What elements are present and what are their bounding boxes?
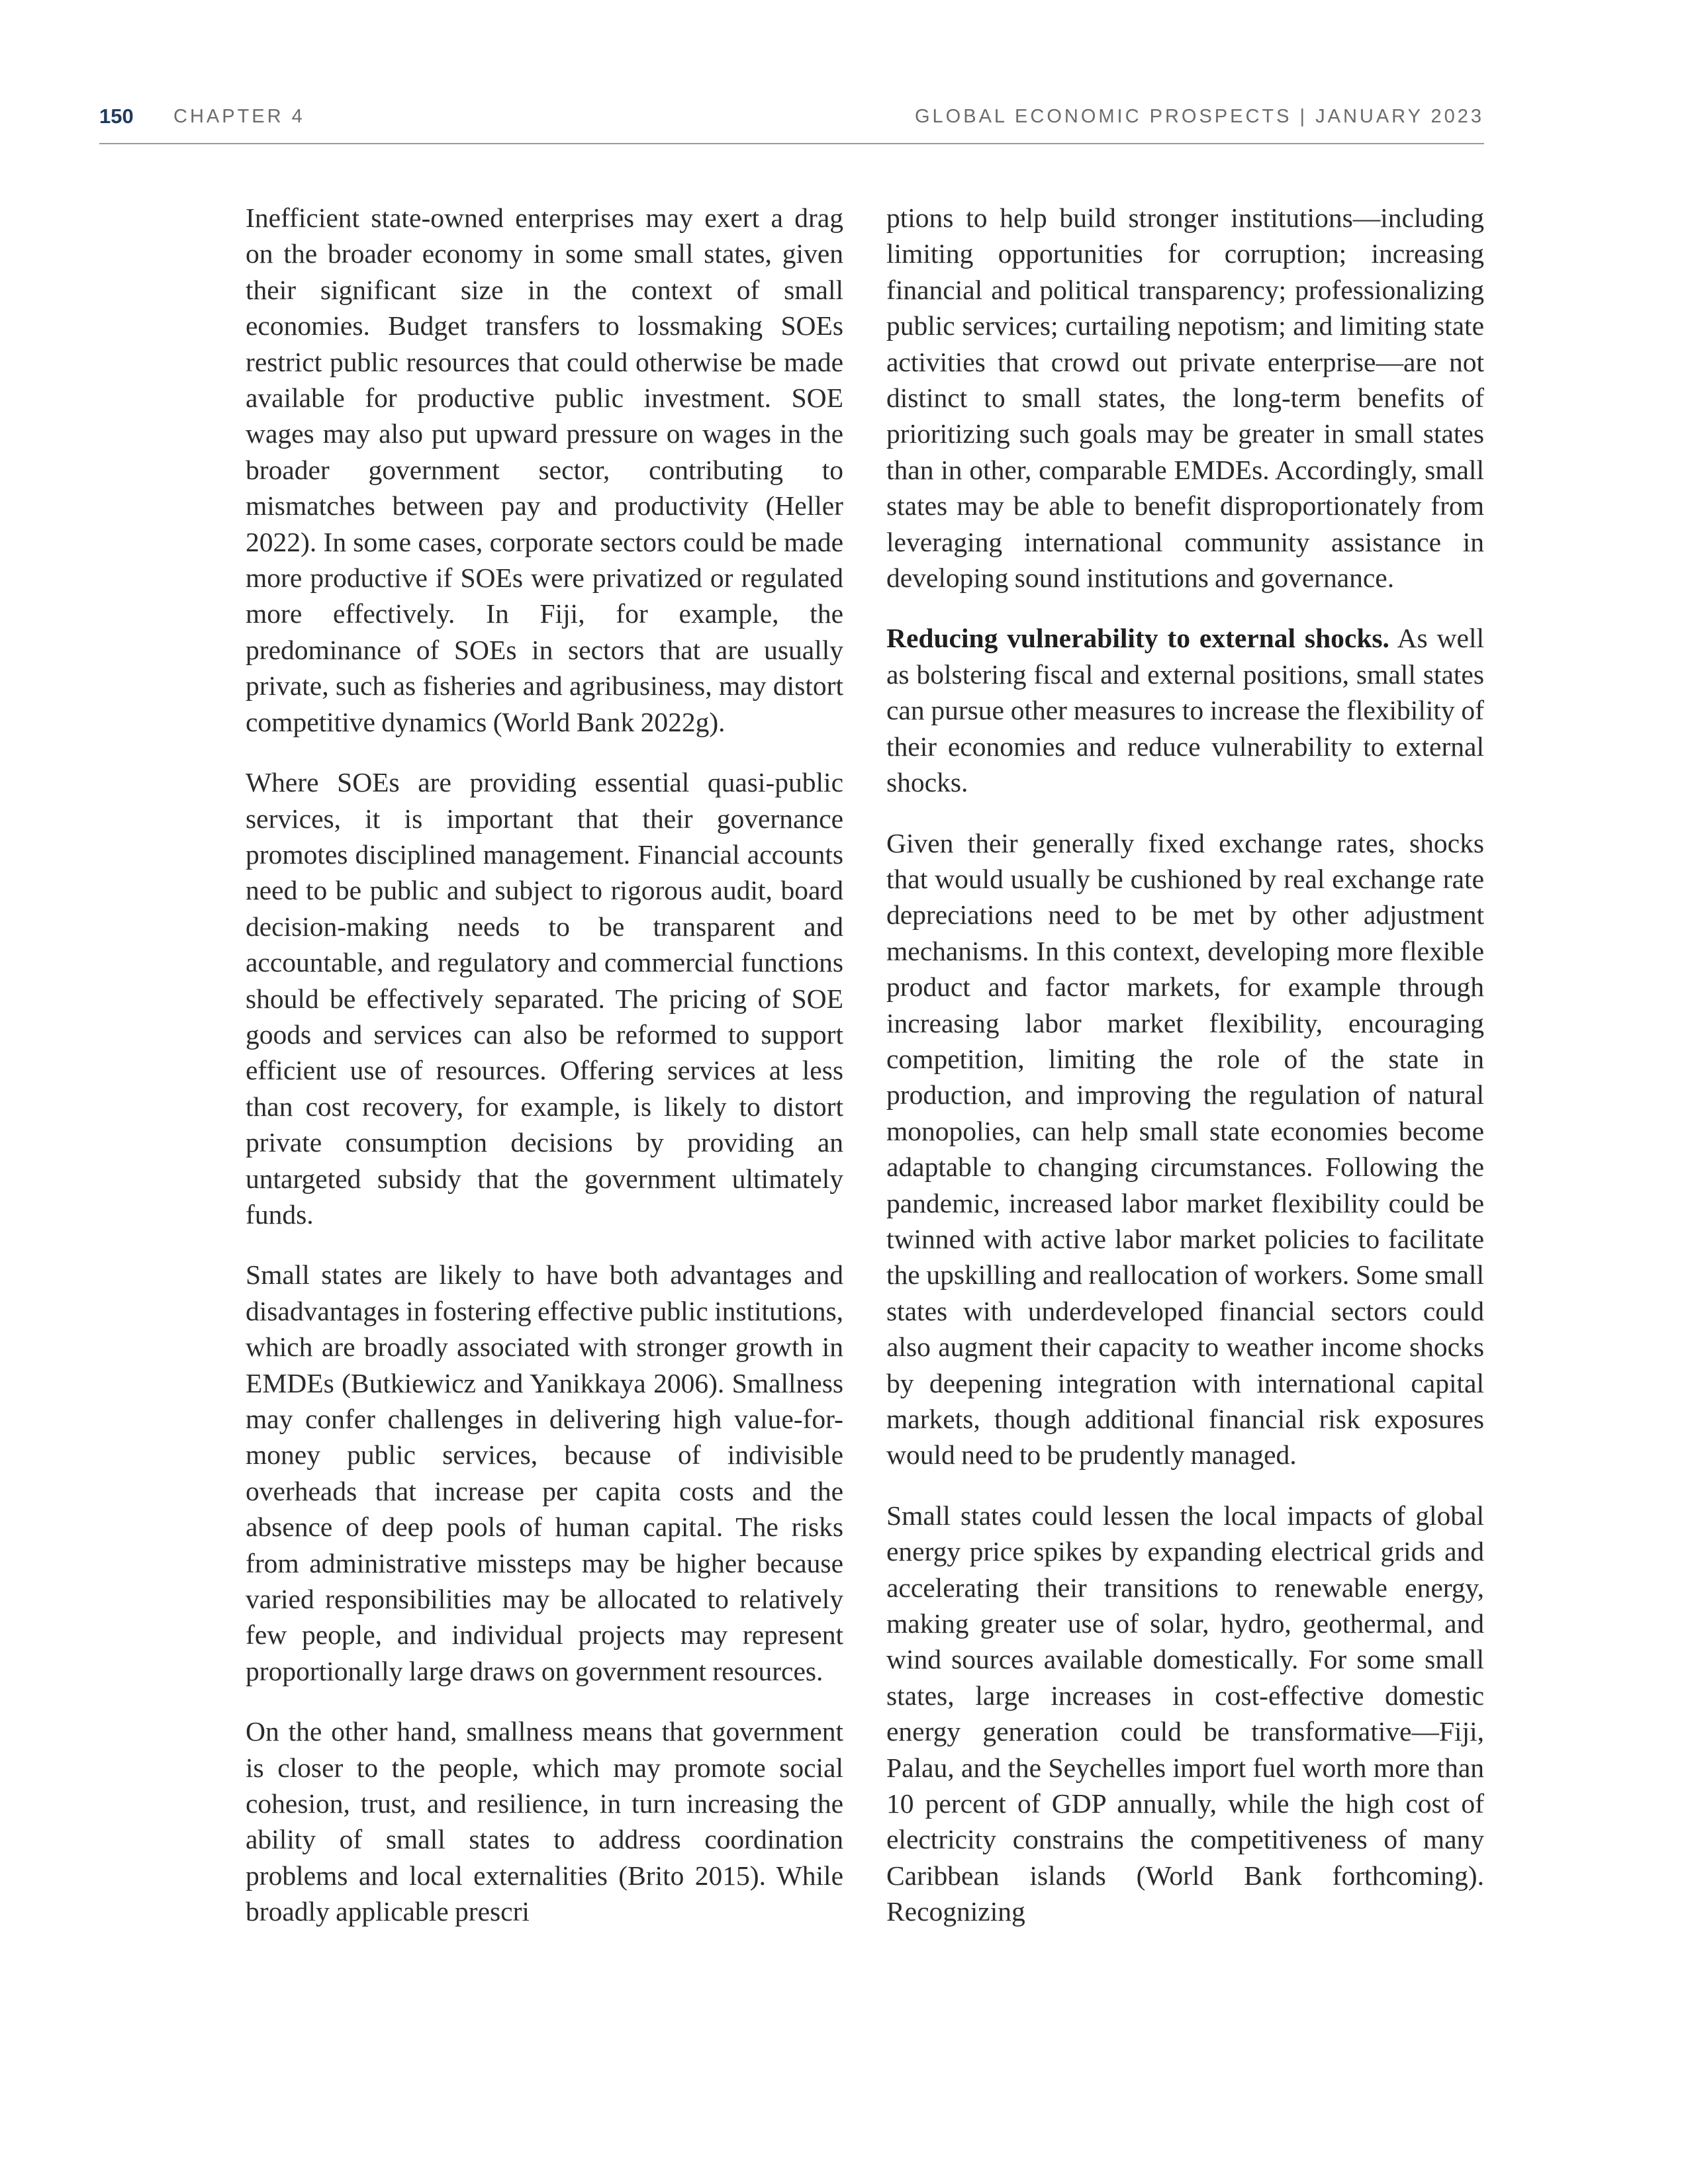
paragraph: Small states are likely to have both advantages and disadvantages in fostering effective public institutions, which are broadly associated with stronger growth in EMDEs (Butkiewicz and Yanikkaya 2006). Smallness may confer challenges in delivering high value-for-money public services, because of indivisible overheads that increase per capita costs and the absence of deep pools of human capital. The risks from administrative missteps may be higher because varied responsibilities may be allocated to relatively few people, and individual projects may represent proportionally large draws on government resources. xyxy=(246,1259,843,1686)
right-column xyxy=(886,200,1484,1930)
paragraph: Where SOEs are providing essential quasi-public services, it is important that their governance promotes disciplined management. Financial accounts need to be public and subject to rigorous audit, board decision-making needs to be transparent and accountable, and regulatory and commercial functions should be effectively separated. The pricing of SOE goods and services can also be reformed to support efficient use of resources. Offering services at less than cost recovery, for example, is likely to distort private consumption decisions by providing an untargeted subsidy that the government ultimately funds. xyxy=(246,767,843,1230)
section-run-in-heading: Reducing vulnerability to external shocks. xyxy=(886,623,1389,654)
paragraph: Given their generally fixed exchange rates, shocks that would usually be cushioned by real exchange rate depreciations need to be met by other adjustment mechanisms. In this context, developing more flexible product and factor markets, for example through increasing labor market flexibility, encouraging competition, limiting the role of the state in production, and improving the regulation of natural monopolies, can help small state economies become adaptable to changing circumstances. Following the pandemic, increased labor market flexibility could be twinned with active labor market policies to facilitate the upskilling and reallocation of workers. Some small states with underdeveloped financial sectors could also augment their capacity to weather income shocks by deepening integration with international capital markets, though additional financial risk exposures would need to be prudently managed. xyxy=(886,827,1484,1471)
paragraph-body: As well as bolstering fiscal and external positions, small states can pursue other measures to increase the flexibility of their economies and reduce vulnerability to external shocks. xyxy=(886,623,1484,798)
paragraph: Inefficient state-owned enterprises may exert a drag on the broader economy in some small states, given their significant size in the context of small economies. Budget transfers to lossmaking SOEs restrict public resources that could otherwise be made available for productive public investment. SOE wages may also put upward pressure on wages in the broader government sector, contributing to mismatches between pay and productivity (Heller 2022). In some cases, corporate sectors could be made more productive if SOEs were privatized or regulated more effectively. In Fiji, for example, the predominance of SOEs in sectors that are usually private, such as fisheries and agribusiness, may distort competitive dynamics (World Bank 2022g). xyxy=(246,203,843,737)
left-column xyxy=(246,200,843,1930)
paragraph: Small states could lessen the local impacts of global energy price spikes by expanding electrical grids and accelerating their transitions to renewable energy, making greater use of solar, hydro, geothermal, and wind sources available domestically. For some small states, large increases in cost-effective domestic energy generation could be transformative—Fiji, Palau, and the Seychelles import fuel worth more than 10 percent of GDP annually, while the high cost of electricity constrains the competitiveness of many Caribbean islands (World Bank forthcoming). Recognizing xyxy=(886,1500,1484,1927)
chapter-label: CHAPTER 4 xyxy=(173,106,305,127)
page-number: 150 xyxy=(99,105,134,128)
paragraph: On the other hand, smallness means that government is closer to the people, which may promote social cohesion, trust, and resilience, in turn increasing the ability of small states to address coordination problems and local externalities (Brito 2015). While broadly applicable prescri xyxy=(246,1716,843,1927)
paragraph xyxy=(886,620,1484,800)
page-header xyxy=(99,105,1484,144)
publication-title: GLOBAL ECONOMIC PROSPECTS | JANUARY 2023 xyxy=(915,106,1484,127)
paragraph: ptions to help build stronger institutions—including limiting opportunities for corruption; increasing financial and political transparency; professionalizing public services; curtailing nepotism; and limiting state activities that crowd out private enterprise—are not distinct to small states, the long-term benefits of prioritizing such goals may be greater in small states than in other, comparable EMDEs. Accordingly, small states may be able to benefit disproportionately from leveraging international community assistance in developing sound institutions and governance. xyxy=(886,203,1484,594)
